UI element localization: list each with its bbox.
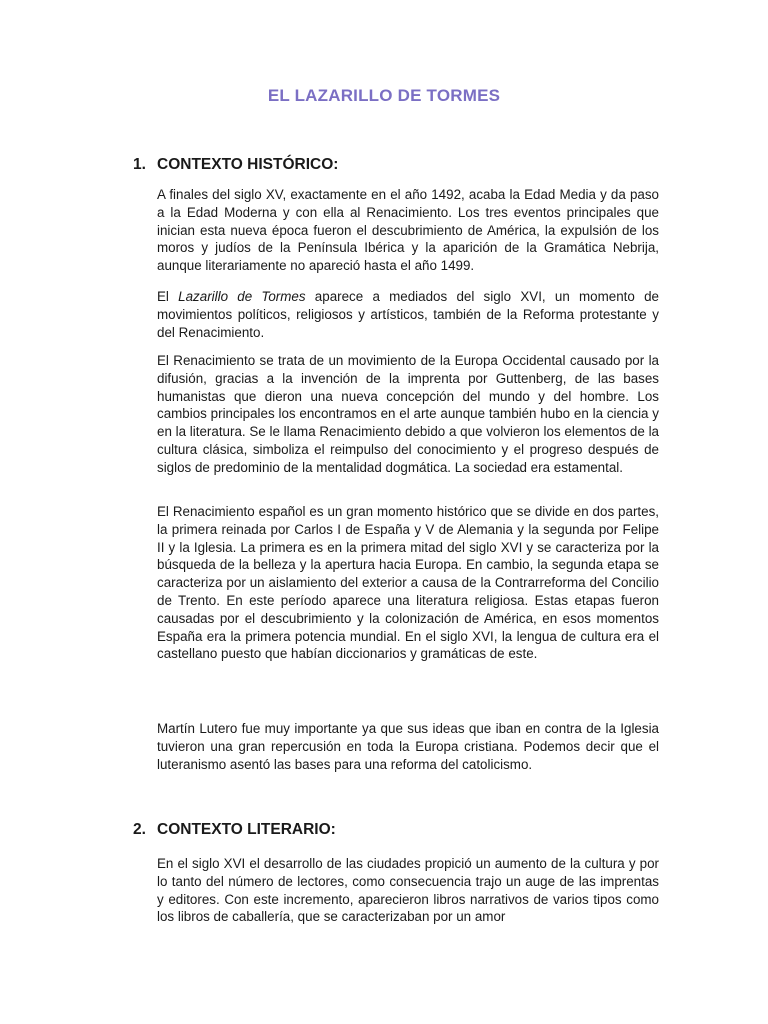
section-title: CONTEXTO HISTÓRICO:	[157, 156, 339, 173]
paragraph-text: aparece a mediados del siglo XVI, un momento de movimientos políticos, religiosos y artísticos, también de la Reforma protestante y del Renacimiento.	[157, 289, 659, 340]
section-number: 2.	[133, 821, 146, 838]
paragraph-text: El	[157, 289, 179, 304]
paragraph	[157, 288, 659, 341]
document-title: EL LAZARILLO DE TORMES	[267, 86, 501, 105]
section-title: CONTEXTO LITERARIO:	[157, 821, 336, 838]
section-number: 1.	[133, 156, 146, 173]
paragraph: A finales del siglo XV, exactamente en el año 1492, acaba la Edad Media y da paso a la Edad Moderna y con ella al Renacimiento. Los tres eventos principales que inician esta nueva época fueron el descubrimiento de América, la expulsión de los moros y judíos de la Península Ibérica y la aparición de la Gramática Nebrija, aunque literariamente no apareció hasta el año 1499.	[157, 187, 659, 274]
paragraph: El Renacimiento español es un gran momento histórico que se divide en dos partes, la primera reinada por Carlos I de España y V de Alemania y la segunda por Felipe II y la Iglesia. La primera es en la primera mitad del siglo XVI y se caracteriza por la búsqueda de la belleza y la apertura hacia Europa. En cambio, la segunda etapa se caracteriza por un aislamiento del exterior a causa de la Contrarreforma del Concilio de Trento. En este período aparece una literatura religiosa. Estas etapas fueron causadas por el descubrimiento y la colonización de América, en esos momentos España era la primera potencia mundial. En el siglo XVI, la lengua de cultura era el castellano puesto que habían diccionarios y gramáticas de este.	[157, 504, 659, 662]
book-title-italic: Lazarillo de Tormes	[178, 289, 306, 304]
paragraph: El Renacimiento se trata de un movimiento de la Europa Occidental causado por la difusión, gracias a la invención de la imprenta por Guttenberg, de las bases humanistas que dieron una nueva concepción del mundo y del hombre. Los cambios principales los encontramos en el arte aunque también hubo en la ciencia y en la literatura. Se le llama Renacimiento debido a que volvieron los elementos de la cultura clásica, simboliza el reimpulso del conocimiento y el progreso después de siglos de predominio de la mentalidad dogmática. La sociedad era estamental.	[157, 353, 659, 475]
section-heading-contexto-literario	[133, 821, 336, 839]
section-heading-contexto-historico	[133, 156, 338, 174]
paragraph: En el siglo XVI el desarrollo de las ciudades propició un aumento de la cultura y por lo tanto del número de lectores, como consecuencia trajo un auge de las imprentas y editores. Con este incremento, aparecieron libros narrativos de varios tipos como los libros de caballería, que se caracterizaban por un amor	[157, 856, 659, 925]
paragraph: Martín Lutero fue muy importante ya que sus ideas que iban en contra de la Iglesia tuvieron una gran repercusión en toda la Europa cristiana. Podemos decir que el luteranismo asentó las bases para una reforma del catolicismo.	[157, 721, 659, 772]
